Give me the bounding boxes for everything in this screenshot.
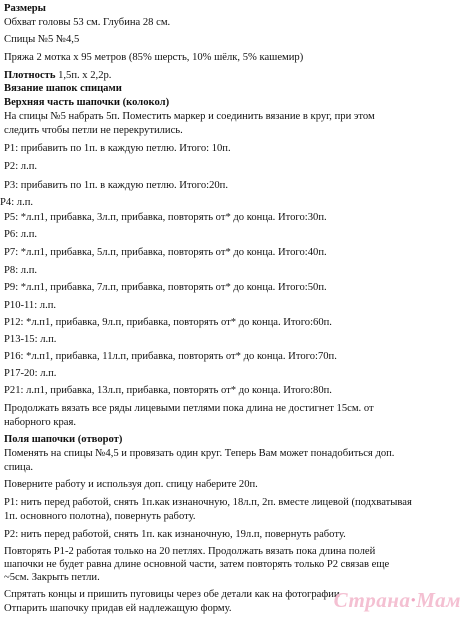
row-instruction: Р4: л.п. [0,197,34,208]
density-label: Плотность [4,70,56,81]
density-line [4,70,111,82]
brim-line-1: Поменять на спицы №4,5 и провязать один круг. Теперь Вам может понадобиться доп. [4,448,395,459]
repeat-line-3: ~5см. Закрыть петли. [4,572,100,583]
row-instruction: Р3: прибавить по 1п. в каждую петлю. Итого:20п. [4,180,228,191]
row-instruction: Р2: л.п. [4,161,38,172]
knit-heading: Вязание шапок спицами [4,83,122,94]
repeat-line-1: Повторять Р1-2 работая только на 20 петлях. Продолжать вязать пока длина полей [4,546,376,557]
watermark-part-2: Мам [416,588,461,612]
row-instruction: Р5: *л.п1, прибавка, 3л.п, прибавка, повторять от* до конца. Итого:30п. [4,212,327,223]
watermark-part-1: Страна [333,588,411,612]
finish-line-1: Спрятать концы и пришить пуговицы через обе детали как на фотографии [4,589,340,600]
row-instruction: Р1: прибавить по 1п. в каждую петлю. Итого: 10п. [4,143,231,154]
row-instruction: Р9: *л.п1, прибавка, 7л.п, прибавка, повторять от* до конца. Итого:50п. [4,282,327,293]
size-heading: Размеры [4,3,46,14]
row-instruction: Р6: л.п. [4,229,38,240]
turn-work-text: Поверните работу и используя доп. спицу наберите 20п. [4,479,258,490]
intro-line-1: На спицы №5 набрать 5п. Поместить маркер и соединить вязание в круг, при этом [4,111,375,122]
yarn-text: Пряжа 2 мотка х 95 метров (85% шерсть, 10% шёлк, 5% кашемир) [4,52,304,63]
continue-line-1: Продолжать вязать все ряды лицевыми петлями пока длина не достигнет 15см. от [4,403,374,414]
p1-line-2: 1п. основного полотна), повернуть работу. [4,511,196,522]
watermark-dot: · [410,588,417,612]
intro-line-2: следить чтобы петли не перекрутились. [4,125,183,136]
site-watermark [334,588,461,613]
row-instruction: Р12: *л.п1, прибавка, 9л.п, прибавка, повторять от* до конца. Итого:60п. [4,317,332,328]
continue-line-2: наборного края. [4,417,77,428]
finish-line-2: Отпарить шапочку придав ей надлежащую форму. [4,603,232,614]
needles-text: Спицы №5 №4,5 [4,34,80,45]
row-instruction: Р16: *л.п1, прибавка, 11л.п, прибавка, повторять от* до конца. Итого:70п. [4,351,337,362]
p1-line-1: Р1: нить перед работой, снять 1п.как изнаночную, 18л.п, 2п. вместе лицевой (подхватывая [4,497,412,508]
head-size-text: Обхват головы 53 см. Глубина 28 см. [4,17,171,28]
row-instruction: Р17-20: л.п. [4,368,57,379]
row-instruction: Р10-11: л.п. [4,300,57,311]
row-instruction: Р13-15: л.п. [4,334,57,345]
row-instruction: Р21: л.п1, прибавка, 13л.п, прибавка, повторять от* до конца. Итого:80п. [4,385,332,396]
top-part-heading: Верхняя часть шапочки (колокол) [4,97,170,108]
brim-line-2: спица. [4,462,34,473]
repeat-line-2: шапочки не будет равна длине основной части, затем повторять только Р2 связав еще [4,559,390,570]
brim-heading: Поля шапочки (отворот) [4,434,123,445]
row-instruction: Р8: л.п. [4,265,38,276]
p2-line: Р2: нить перед работой, снять 1п. как изнаночную, 19л.п, повернуть работу. [4,529,346,540]
row-instruction: Р7: *л.п1, прибавка, 5л.п, прибавка, повторять от* до конца. Итого:40п. [4,247,327,258]
density-value: 1,5п. х 2,2р. [55,70,112,81]
